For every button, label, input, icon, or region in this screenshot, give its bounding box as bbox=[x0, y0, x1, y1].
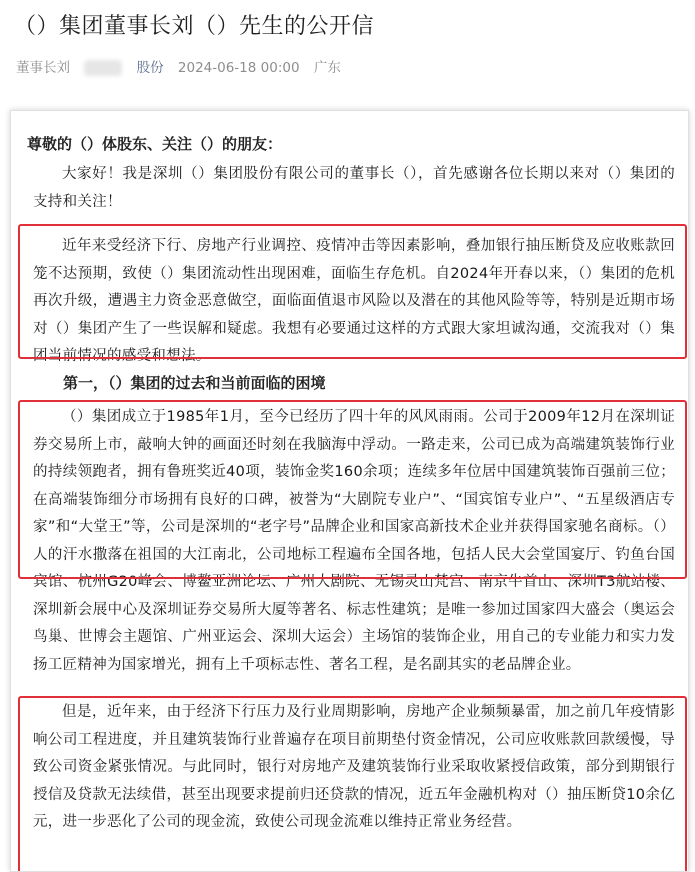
letter-greeting: 尊敬的（）体股东、关注（）的朋友： bbox=[27, 135, 283, 153]
author-name[interactable]: 董事长刘 bbox=[16, 60, 70, 76]
redacted-block bbox=[84, 60, 122, 76]
source-account[interactable]: 股份 bbox=[136, 60, 164, 76]
letter-card bbox=[10, 110, 689, 872]
letter-paragraph-difficulties: 但是，近年来，由于经济下行压力及行业周期影响，房地产企业频频暴雷，加之前几年疫情影响公司工程进度，并且建筑装饰行业普遍存在项目前期垫付资金情况，公司应收账款回款缓慢，导致公司资金紧张情况。与此同时，银行对房地产及建筑装饰行业采取收紧授信政策，部分到期银行授信及贷款无法续借，甚至出现要求提前归还贷款的情况，近五年金融机构对（）抽压断贷10余亿元，进一步恶化了公司的现金流，致使公司现金流难以维持正常业务经营。 bbox=[33, 704, 675, 830]
article-meta bbox=[16, 58, 351, 78]
letter-paragraph-intro: 大家好！我是深圳（）集团股份有限公司的董事长（），首先感谢各位长期以来对（）集团的支持和关注！ bbox=[33, 166, 675, 210]
publish-date: 2024-06-18 00:00 bbox=[177, 60, 300, 76]
publish-region: 广东 bbox=[313, 60, 341, 76]
article-title: （）集团董事长刘（）先生的公开信 bbox=[14, 14, 375, 39]
letter-paragraph-history: （）集团成立于1985年1月，至今已经历了四十年的风风雨雨。公司于2009年12月在深圳证券交易所上市，敲响大钟的画面还时刻在我脑海中浮动。一路走来，公司已成为高端建筑装饰行业的持续领跑者，拥有鲁班奖近40项，装饰金奖160余项；连续多年位居中国建筑装饰百强前三位；在高端装饰细分市场拥有良好的口碑，被誉为“大剧院专业户”、“国宾馆专业户”、“五星级酒店专家”和“大堂王”等，公司是深圳的“老字号”品牌企业和国家高新技术企业并获得国家驰名商标。（）人的汗水撒落在祖国的大江南北，公司地标工程遍布全国各地，包括人民大会堂国宴厅、钓鱼台国宾馆、杭州G20峰会、博鳌亚洲论坛、广州大剧院、无锡灵山梵宫、南京牛首山、深圳T3航站楼、深圳新会展中心及深圳证券交易所大厦等著名、标志性建筑；是唯一参加过国家四大盛会（奥运会鸟巢、世博会主题馆、广州亚运会、深圳大运会）主场馆的装饰企业，用自己的专业能力和实力发扬工匠精神为国家增光，拥有上千项标志性、著名工程，是名副其实的老品牌企业。 bbox=[33, 409, 675, 673]
letter-paragraph-background: 近年来受经济下行、房地产行业调控、疫情冲击等因素影响，叠加银行抽压断贷及应收账款回笼不达预期，致使（）集团流动性出现困难，面临生存危机。自2024年开春以来，（）集团的危机再次升级，遭遇主力资金恶意做空，面临面值退市风险以及潜在的其他风险等等，特别是近期市场对（）集团产生了一些误解和疑虑。我想有必要通过这样的方式跟大家坦诚沟通，交流我对（）集团当前情况的感受和想法。 bbox=[33, 238, 675, 364]
section-heading: 第一，（）集团的过去和当前面临的困境 bbox=[63, 374, 326, 392]
